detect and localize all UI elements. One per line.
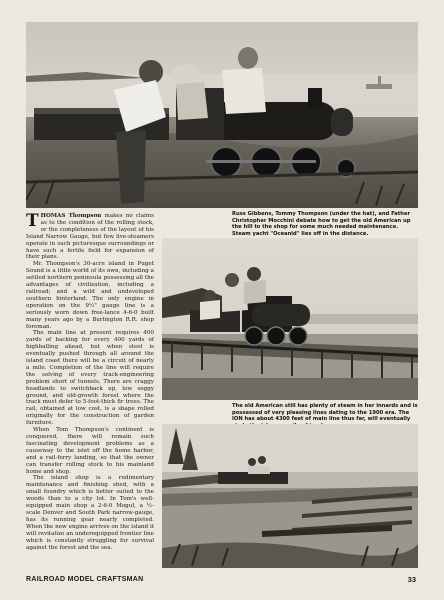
page-number: 33 (407, 575, 416, 584)
article-lead: HOMAS Thompson (40, 213, 102, 219)
article-paragraph: When Tom Thompson's continent is conquered, there will remain such fascinating development problems as a causeway to the islet off the home harbor, and a rail-ferry landing, so that the owner can transfer rolling stock to his mainland home and shop. (26, 427, 154, 475)
article-paragraph: The island shop is a rudimentary maintenance and finishing shed, with a small foundry which is better suited to the woods than to a city lot. In Tom's well-equipped main shop a 2-6-0 Mogul, a ½-scale Denver and South Park narrow-gauge, has its running gear nearly completed. When the new engine arrives on the island it will revitalize an underequipped frontier line which is constantly struggling for survival against the forest and the sea. (26, 475, 154, 551)
caption-photo1: Russ Gibbens, Tommy Thompson (under the hat), and Father Christopher Mocchini debate how to get the old American up the hill to the shop for some much needed maintenance. Steam yacht "Oceanid" lies off in the distance. (232, 211, 411, 237)
caption-photo2: The old American still has plenty of steam in her innards and is possessed of very pleasing lines dating to the 1900 era. The ION has about 4300 feet of main line thus far, will eventually (232, 403, 418, 423)
magazine-name-footer: RAILROAD MODEL CRAFTSMAN (26, 576, 144, 583)
article-paragraph: Mr. Thompson's 30-acre island in Puget Sound is a little world of its own, including a settled northern peninsula possessing all the advantages of civilization, including a railroad; and a wild and undeveloped southern hinterland. The only engine in operation on the 9½" gauge line is a seriously worn down free-lance 4-6-0 built many years ago by a Burlington R.R. shop foreman. (26, 261, 154, 330)
article-body (26, 213, 154, 551)
photo-riding-train (162, 238, 418, 400)
article-paragraph-1-text: makes no claims as to the condition of the rolling stock, or the completeness of the layout of his Island Narrow Gauge, but few live-steamers operate in such picturesque surroundings or have such a fertile field for expansion of their plans. (26, 213, 154, 261)
article-paragraph: The main line at present requires 400 yards of backing for every 400 yards of highballing ahead, but when steel is eventually pushed through all around the island coast there will be a circuit of nearly a mile. Completion of the line will require the solving of every track-engineering problem short of tunnels. There are craggy headlands to switchback up, low soggy ground, and old-growth forest where the track must defer to 5-foot-thick fir trees. The rail, obtained at low cost, is a shape rolled originally for the construction of garden furniture. (26, 330, 154, 427)
drop-cap: T (26, 211, 39, 231)
article-paragraph (26, 213, 154, 261)
photo-distant-trestle (162, 424, 418, 568)
photo-locomotive-crew (26, 22, 418, 208)
